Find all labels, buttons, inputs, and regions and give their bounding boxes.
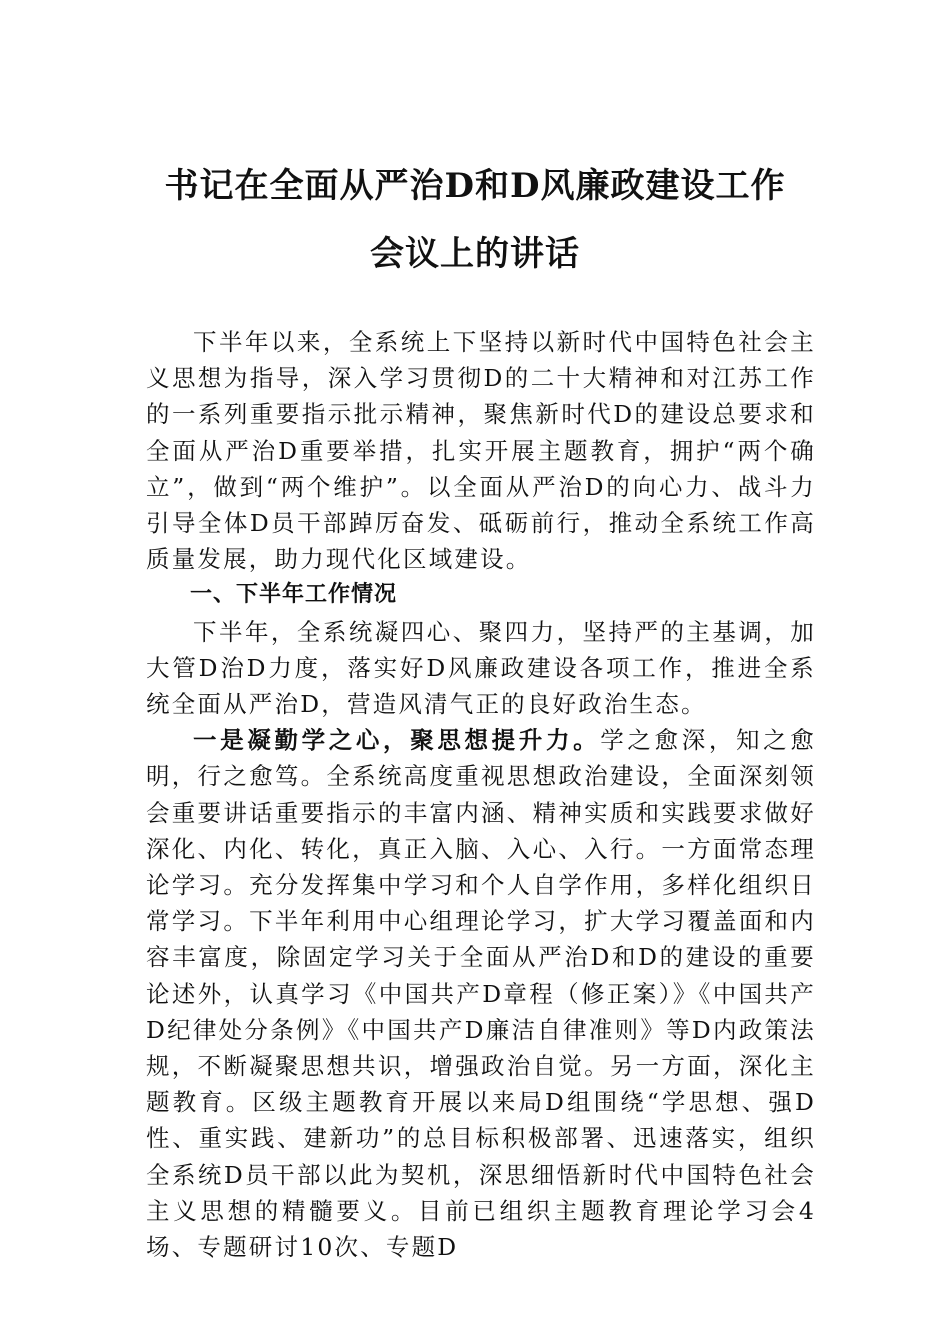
document-title-line-2: 会议上的讲话 [370,234,580,274]
document-body [146,324,816,1265]
paragraph-summary: 下半年，全系统凝四心、聚四力，坚持严的主基调，加大管D治D力度，落实好D风廉政建设各项工作，推进全系统全面从严治D，营造风清气正的良好政治生态。 [146,617,816,719]
paragraph-point-1-lead: 一是凝勤学之心，聚思想提升力。 [193,726,601,755]
section-heading-1: 一、下半年工作情况 [190,582,398,608]
paragraph-point-1-body: 学之愈深，知之愈明，行之愈笃。全系统高度重视思想政治建设，全面深刻领会重要讲话重要指示的丰富内涵、精神实质和实践要求做好深化、内化、转化，真正入脑、入心、入行。一方面常态理论学习。充分发挥集中学习和个人自学作用，多样化组织日常学习。下半年利用中心组理论学习，扩大学习覆盖面和内容丰富度，除固定学习关于全面从严治D和D的建设的重要论述外，认真学习《中国共产D章程（修正案）》《中国共产D纪律处分条例》《中国共产D廉洁自律准则》等D内政策法规，不断凝聚思想共识，增强政治自觉。另一方面，深化主题教育。区级主题教育开展以来局D组围绕“学思想、强D性、重实践、建新功”的总目标积极部署、迅速落实，组织全系统D员干部以此为契机，深思细悟新时代中国特色社会主义思想的精髓要义。目前已组织主题教育理论学习会4场、专题研讨10次、专题D [146,726,816,1262]
document-title-line-1: 书记在全面从严治D和D风廉政建设工作 [164,166,786,206]
paragraph-point-1 [146,722,816,1265]
paragraph-intro: 下半年以来，全系统上下坚持以新时代中国特色社会主义思想为指导，深入学习贯彻D的二十大精神和对江苏工作的一系列重要指示批示精神，聚焦新时代D的建设总要求和全面从严治D重要举措，扎实开展主题教育，拥护“两个确立”，做到“两个维护”。以全面从严治D的向心力、战斗力引导全体D员干部踔厉奋发、砥砺前行，推动全系统工作高质量发展，助力现代化区域建设。 [146,328,816,574]
